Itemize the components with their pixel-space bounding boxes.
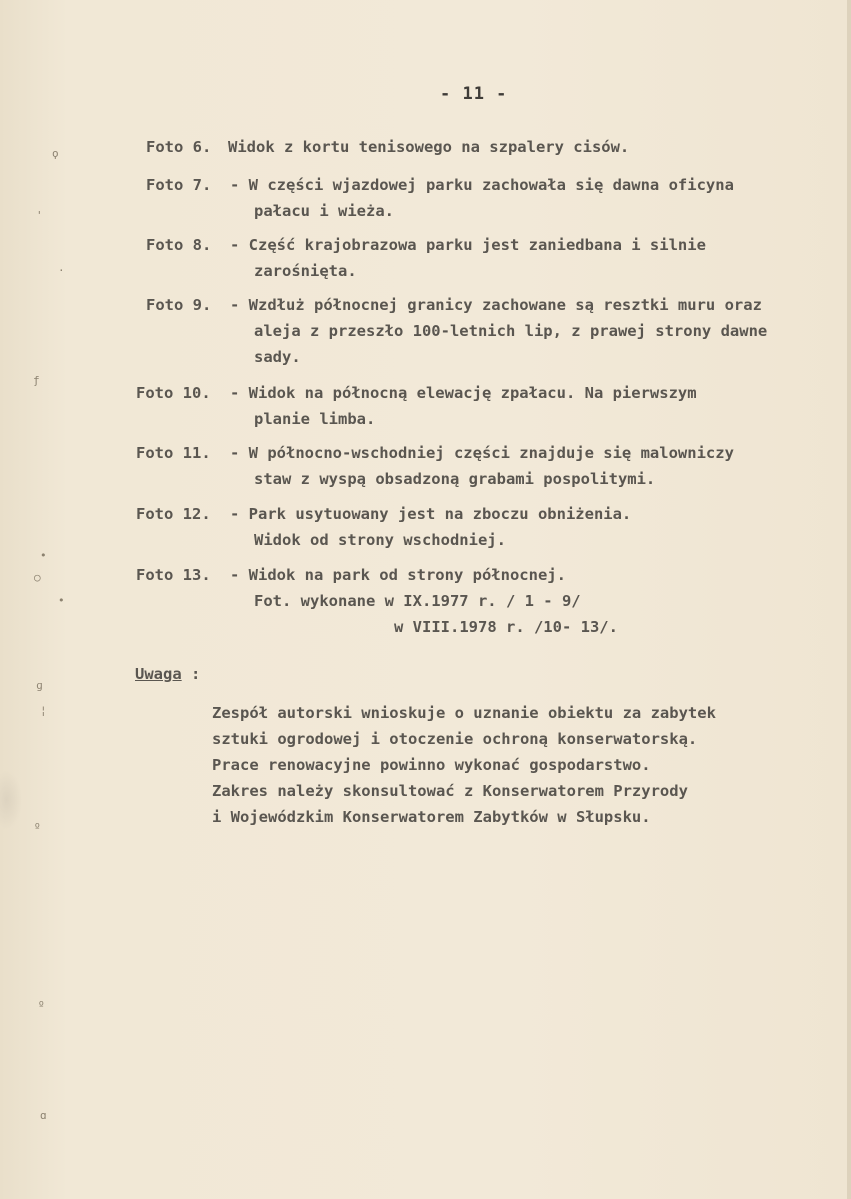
photo-caption-line: - W północno-wschodniej części znajduje się malowniczy <box>230 444 734 462</box>
photo-caption-line: pałacu i wieża. <box>254 202 394 220</box>
photo-caption-line: - Widok na park od strony północnej. <box>230 566 566 584</box>
margin-mark: ɑ <box>40 1109 47 1122</box>
photo-entry <box>136 562 618 636</box>
photo-caption-line: aleja z przeszło 100-letnich lip, z prawej strony dawne <box>254 322 768 340</box>
photo-caption-line: staw z wyspą obsadzoną grabami pospolitymi. <box>254 470 656 488</box>
margin-mark: º <box>38 999 45 1012</box>
photo-entry <box>146 292 768 366</box>
photo-label: Foto 10. <box>136 384 211 402</box>
margin-mark: • <box>40 549 47 562</box>
photo-entry <box>146 172 734 220</box>
note-line: Prace renowacyjne powinno wykonać gospodarstwo. <box>212 756 651 774</box>
note-line: sztuki ogrodowej i otoczenie ochroną konserwatorską. <box>212 730 698 748</box>
photo-entry <box>136 501 632 549</box>
photo-caption-line: Widok od strony wschodniej. <box>254 531 506 549</box>
photo-label: Foto 13. <box>136 566 211 584</box>
photo-caption-line: - Wzdłuż północnej granicy zachowane są resztki muru oraz <box>230 296 762 314</box>
photo-caption-line: sady. <box>254 348 301 366</box>
margin-mark: · <box>58 264 65 277</box>
note-line: Zespół autorski wnioskuje o uznanie obiektu za zabytek <box>212 704 716 722</box>
photo-caption-line: - Część krajobrazowa parku jest zaniedbana i silnie <box>230 236 706 254</box>
margin-mark: ɡ <box>36 679 43 692</box>
photo-caption-line: - Park usytuowany jest na zboczu obniżenia. <box>230 505 632 523</box>
note-heading <box>135 665 200 683</box>
photo-entry <box>136 380 697 428</box>
photo-label: Foto 6. <box>146 138 212 156</box>
note-line: Zakres należy skonsultować z Konserwatorem Przyrody <box>212 782 688 800</box>
photo-label: Foto 8. <box>146 236 212 254</box>
photo-label: Foto 9. <box>146 296 212 314</box>
photo-caption-line: planie limba. <box>254 410 376 428</box>
note-body <box>212 700 716 830</box>
photo-caption-line: - W części wjazdowej parku zachowała się dawna oficyna <box>230 176 734 194</box>
photo-label: Foto 7. <box>146 176 212 194</box>
photo-label: Foto 12. <box>136 505 211 523</box>
margin-mark: ' <box>36 209 43 222</box>
note-line: i Wojewódzkim Konserwatorem Zabytków w Słupsku. <box>212 808 651 826</box>
photo-caption-line: zarośnięta. <box>254 262 357 280</box>
margin-mark: • <box>58 594 65 607</box>
photo-entry <box>146 232 706 280</box>
photo-entry <box>146 134 630 160</box>
margin-mark: º <box>34 821 41 834</box>
photo-caption-line: Widok z kortu tenisowego na szpalery cisów. <box>228 138 630 156</box>
photo-caption-line: w VIII.1978 r. /10- 13/. <box>394 618 618 636</box>
margin-mark: ○ <box>34 571 41 584</box>
page-number: - 11 - <box>440 84 508 104</box>
note-heading-colon: : <box>191 665 201 683</box>
note-heading-text: Uwaga <box>135 665 182 683</box>
photo-entry <box>136 440 734 488</box>
paper-stain <box>0 770 22 830</box>
margin-mark: ϙ <box>52 147 59 160</box>
photo-caption-line: Fot. wykonane w IX.1977 r. / 1 - 9/ <box>254 592 581 610</box>
margin-mark: ƒ <box>33 374 40 387</box>
photo-caption-line: - Widok na północną elewację zpałacu. Na pierwszym <box>230 384 697 402</box>
margin-mark: ¦ <box>40 704 47 717</box>
photo-label: Foto 11. <box>136 444 211 462</box>
